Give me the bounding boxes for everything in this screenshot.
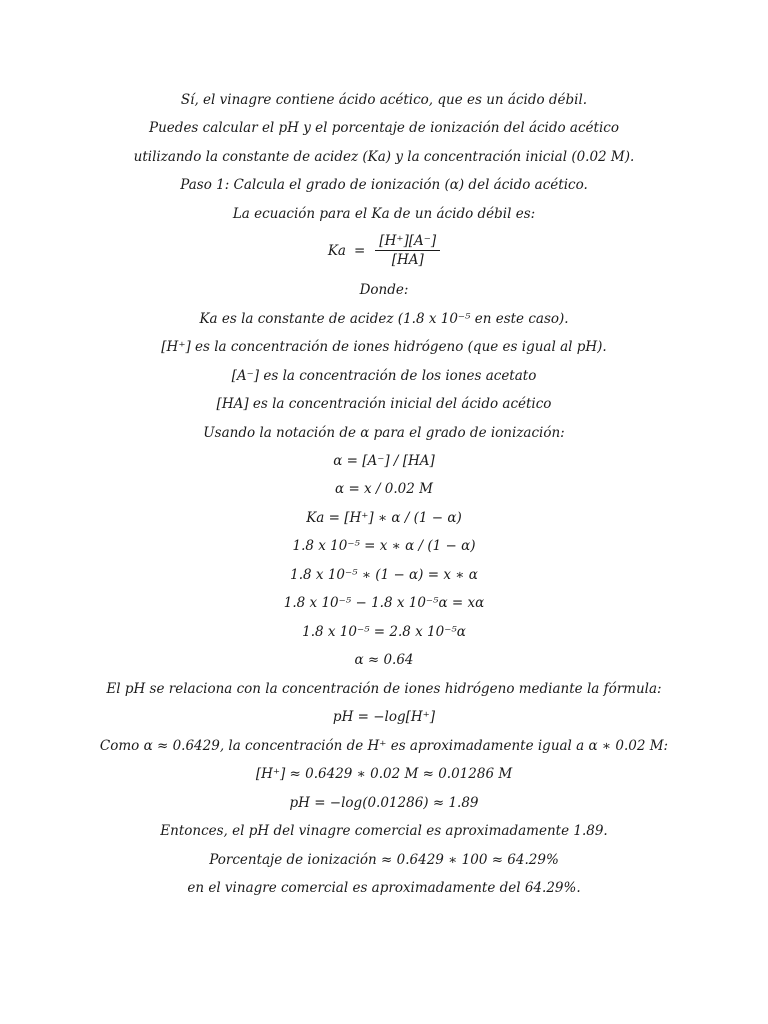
text-line-using: utilizando la constante de acidez (Ka) y la concentración inicial (0.02 M). [133, 149, 635, 165]
text-line-donde: Donde: [359, 282, 409, 298]
ka-fraction [375, 232, 440, 269]
equation-multiplied: 1.8 x 10⁻⁵ ∗ (1 − α) = x ∗ α [290, 567, 478, 583]
text-line-calc: Puedes calcular el pH y el porcentaje de ionización del ácido acético [149, 120, 619, 136]
text-line-entonces: Entonces, el pH del vinagre comercial es aproximadamente 1.89. [160, 823, 608, 839]
text-line-ph-intro: El pH se relaciona con la concentración de iones hidrógeno mediante la fórmula: [106, 681, 662, 697]
text-line-step1: Paso 1: Calcula el grado de ionización (α) del ácido acético. [180, 177, 588, 193]
equation-alpha-ratio: α = [A⁻] / [HA] [333, 453, 435, 469]
text-line-intro: Sí, el vinagre contiene ácido acético, que es un ácido débil. [180, 92, 588, 108]
text-line-ka-def: Ka es la constante de acidez (1.8 x 10⁻⁵ en este caso). [199, 311, 569, 327]
equation-alpha-result: α ≈ 0.64 [354, 652, 414, 668]
text-line-ha-def: [HA] es la concentración inicial del ácido acético [216, 396, 552, 412]
equation-h-concentration: [H⁺] ≈ 0.6429 ∗ 0.02 M ≈ 0.01286 M [255, 766, 513, 782]
text-line-alpha-intro: Usando la notación de α para el grado de ionización: [203, 425, 565, 441]
equation-ph-result: pH = −log(0.01286) ≈ 1.89 [289, 795, 479, 811]
ka-formula-lhs: Ka [327, 242, 346, 259]
ka-formula-equals: = [353, 242, 366, 259]
text-line-equation-intro: La ecuación para el Ka de un ácido débil es: [232, 206, 536, 222]
equation-simplified: 1.8 x 10⁻⁵ = 2.8 x 10⁻⁵α [302, 624, 466, 640]
text-line-como: Como α ≈ 0.6429, la concentración de H⁺ es aproximadamente igual a α ∗ 0.02 M: [99, 738, 669, 754]
equation-expanded: 1.8 x 10⁻⁵ − 1.8 x 10⁻⁵α = xα [283, 595, 485, 611]
equation-alpha-x: α = x / 0.02 M [335, 481, 433, 497]
ka-denominator: [HA] [391, 252, 424, 268]
equation-percent: Porcentaje de ionización ≈ 0.6429 ∗ 100 ≈ 64.29% [209, 852, 559, 868]
text-line-conclusion: en el vinagre comercial es aproximadamente del 64.29%. [187, 880, 581, 896]
equation-ph-definition: pH = −log[H⁺] [332, 709, 436, 725]
ka-numerator: [H⁺][A⁻] [379, 233, 437, 249]
text-line-h-def: [H⁺] es la concentración de iones hidrógeno (que es igual al pH). [161, 339, 607, 355]
text-line-a-def: [A⁻] es la concentración de los iones acetato [231, 368, 537, 384]
ka-formula [0, 232, 768, 269]
equation-ka-alpha: Ka = [H⁺] ∗ α / (1 − α) [306, 510, 462, 526]
equation-substituted: 1.8 x 10⁻⁵ = x ∗ α / (1 − α) [292, 538, 476, 554]
